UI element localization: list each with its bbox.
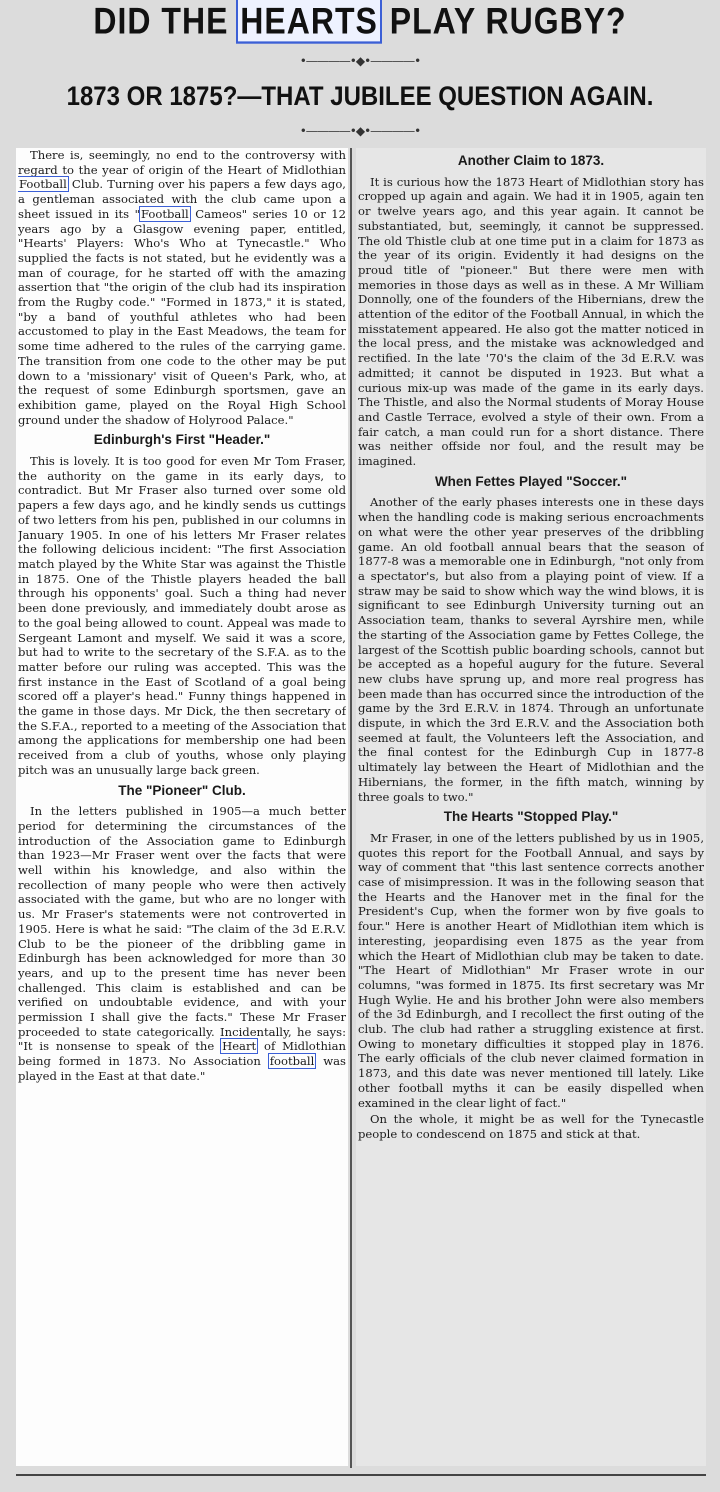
- text: Cameos" series 10 or 12 years ago by a Glasgow evening paper, entitled, "Hearts' Players: Who's Who at Tynecastle." Who supplied the facts is not stated, but he evidently was a man of courage, for he started off with the amazing assertion that "the origin of the club had its inspiration from the Rugby code." "Formed in 1873," it is stated, "by a band of youthful athletes who had been accustomed to play in the East Meadows, the team for some time adhered to the rules of the carrying game. The transition from one code to the other may be put down to a 'missionary' visit of Queen's Park, who, at the request of some Edinburgh sportsmen, gave an exhibition game, played on the Royal High School ground under the shadow of Holyrood Palace.": [18, 206, 346, 427]
- text: was played in the East at that date.": [18, 1054, 346, 1083]
- paragraph: It is curious how the 1873 Heart of Midlothian story has cropped up again and again. We had it in 1905, again ten or twelve years ago, and this year again. It cannot be substantiated, but, seemingly, it cannot be suppressed. The old Thistle club at one time put in a claim for 1873 as the year of its origin. Evidently it had designs on the proud title of "pioneer." But there were men with memories in those days as well as in these. A Mr William Donnolly, one of the founders of the Hibernians, drew the attention of the editor of the Football Annual, in which the misstatement appeared. He also got the matter noticed in the local press, and the mistake was acknowledged and rectified. In the late '70's the claim of the 3d E.R.V. was admitted; it cannot be disputed in 1923. But what a curious mix-up was made of the game in its early days. The Thistle, and also the Normal students of Moray House and Castle Terrace, evolved a style of their own. From a fair catch, a man could run for a short distance. There was neither offside nor foul, and the result may be imagined.: [358, 174, 704, 469]
- subheading: Another Claim to 1873.: [457, 153, 605, 168]
- text: Club. Turning over his papers a few days ago, a gentleman associated with the club came upon a sheet issued in its ": [18, 177, 346, 221]
- search-highlight-football: football: [269, 1054, 315, 1069]
- paragraph: On the whole, it might be as well for the Tynecastle people to condescend on 1875 and stick at that.: [358, 1112, 704, 1141]
- text: In the letters published in 1905—a much better period for determining the circumstances of the introduction of the Association game to Edinburgh than 1923—Mr Fraser went over the facts that were well within his knowledge, and also within the recollection of many people who were then actively associated with the game, but who are no longer with us. Mr Fraser's statements were not controverted in 1905. Here is what he said: "The claim of the 3d E.R.V. Club to be the pioneer of the dribbling game in Edinburgh has been acknowledged for more than 30 years, and up to the present time has never been challenged. This claim is established and can be verified on undoubtable evidence, and with your permission I shall give the facts." These Mr Fraser proceeded to state categorically. Incidentally, he says: "It is nonsense to speak of the: [18, 804, 346, 1054]
- paragraph: Another of the early phases interests one in these days when the handling code is making serious encroachments on what were the other year preserves of the dribbling game. An old football annual bears that the season of 1877-8 was a memorable one in Edinburgh, "not only from a spectator's, but also from a playing point of view. If a straw may be said to show which way the wind blows, it is significant to see Edinburgh University turning out an Association team, thanks to several Ayrshire men, while the starting of the Association game by Fettes College, the largest of the Scottish public boarding schools, cannot but be accepted as a hopeful augury for the future. Several new clubs have sprung up, and more real progress has been made than has occurred since the introduction of the game by the 3rd E.R.V. in 1874. Through an unfortunate dispute, in which the 3rd E.R.V. and the Association both seemed at fault, the Volunteers left the Association, and the final contest for the Edinburgh Cup in 1877-8 ultimately lay between the Heart of Midlothian and the Hibernians, the former, in the fifth match, winning by three goals to two.": [358, 495, 704, 804]
- ornament-divider: •————•◆•————•: [299, 54, 421, 68]
- ornament-divider: •————•◆•————•: [299, 124, 421, 138]
- paragraph: Mr Fraser, in one of the letters published by us in 1905, quotes this report for the Football Annual, and says by way of comment that "this last sentence corrects another case of misimpression. It was in the following season that the Hearts and the Hanover met in the final for the President's Cup, when the former won by five goals to four." Here is another Heart of Midlothian item which is interesting, jeopardising even 1875 as the year from which the Heart of Midlothian club may be taken to date. "The Heart of Midlothian" Mr Fraser wrote in our columns, "was formed in 1875. Its first secretary was Mr Hugh Wylie. He and his brother John were also members of the 3d Edinburgh, and I recollect the first outing of the club. The club had rather a struggling existence at first. Owing to monetary difficulties it stopped play in 1876. The early officials of the club never claimed formation in 1873, and this date was never mentioned till lately. Like other football myths it can be easily dispelled when examined in the clear light of fact.": [358, 830, 704, 1110]
- text: of Midlothian being formed in 1873. No Association: [18, 1039, 346, 1069]
- subheading: The Hearts "Stopped Play.": [443, 809, 619, 825]
- right-column: [358, 148, 704, 1144]
- subheading: Edinburgh's First "Header.": [93, 432, 271, 448]
- subheading: The "Pioneer" Club.: [118, 782, 246, 798]
- column-divider: [350, 148, 352, 1468]
- search-highlight-heart: Heart: [222, 1039, 257, 1054]
- paragraph: [18, 148, 346, 427]
- text: There is, seemingly, no end to the controversy with regard to the year of origin of the Heart of Midlothian: [18, 148, 346, 177]
- headline-text-after: PLAY RUGBY?: [379, 0, 627, 42]
- subheading: When Fettes Played "Soccer.": [434, 473, 628, 489]
- paragraph: This is lovely. It is too good for even Mr Tom Fraser, the authority on the game in its early days, to contradict. But Mr Fraser also turned over some old papers a few days ago, and he kindly sends us cuttings of two letters from his pen, published in our columns in January 1905. In one of his letters Mr Fraser relates the following delicious incident: "The first Association match played by the White Star was against the Thistle in 1875. One of the Thistle players headed the ball through his opponents' goal. Such a thing had never been done previously, and immediately doubt arose as to the goal being allowed to count. Appeal was made to Sergeant Lamont and myself. We said it was a score, but had to write to the secretary of the S.F.A. as to the matter before our ruling was accepted. This was the first instance in the East of Scotland of a goal being scored off a player's head." Funny things happened in the game in those days. Mr Dick, the then secretary of the S.F.A., reported to a meeting of the Association that among the applications for membership one had been received from a club of youths, whose only playing pitch was an unusually large back green.: [18, 454, 346, 777]
- left-column: [18, 148, 346, 1086]
- search-highlight-football: Football: [19, 177, 67, 192]
- headline-sub: 1873 OR 1875?—THAT JUBILEE QUESTION AGAIN.: [66, 82, 654, 112]
- bottom-rule: [16, 1474, 706, 1476]
- search-highlight-football: Football: [140, 206, 189, 221]
- search-highlight-hearts: HEARTS: [240, 0, 378, 42]
- paragraph: [18, 804, 346, 1083]
- headline-main: [0, 0, 720, 51]
- headline-text-before: DID THE: [93, 0, 239, 42]
